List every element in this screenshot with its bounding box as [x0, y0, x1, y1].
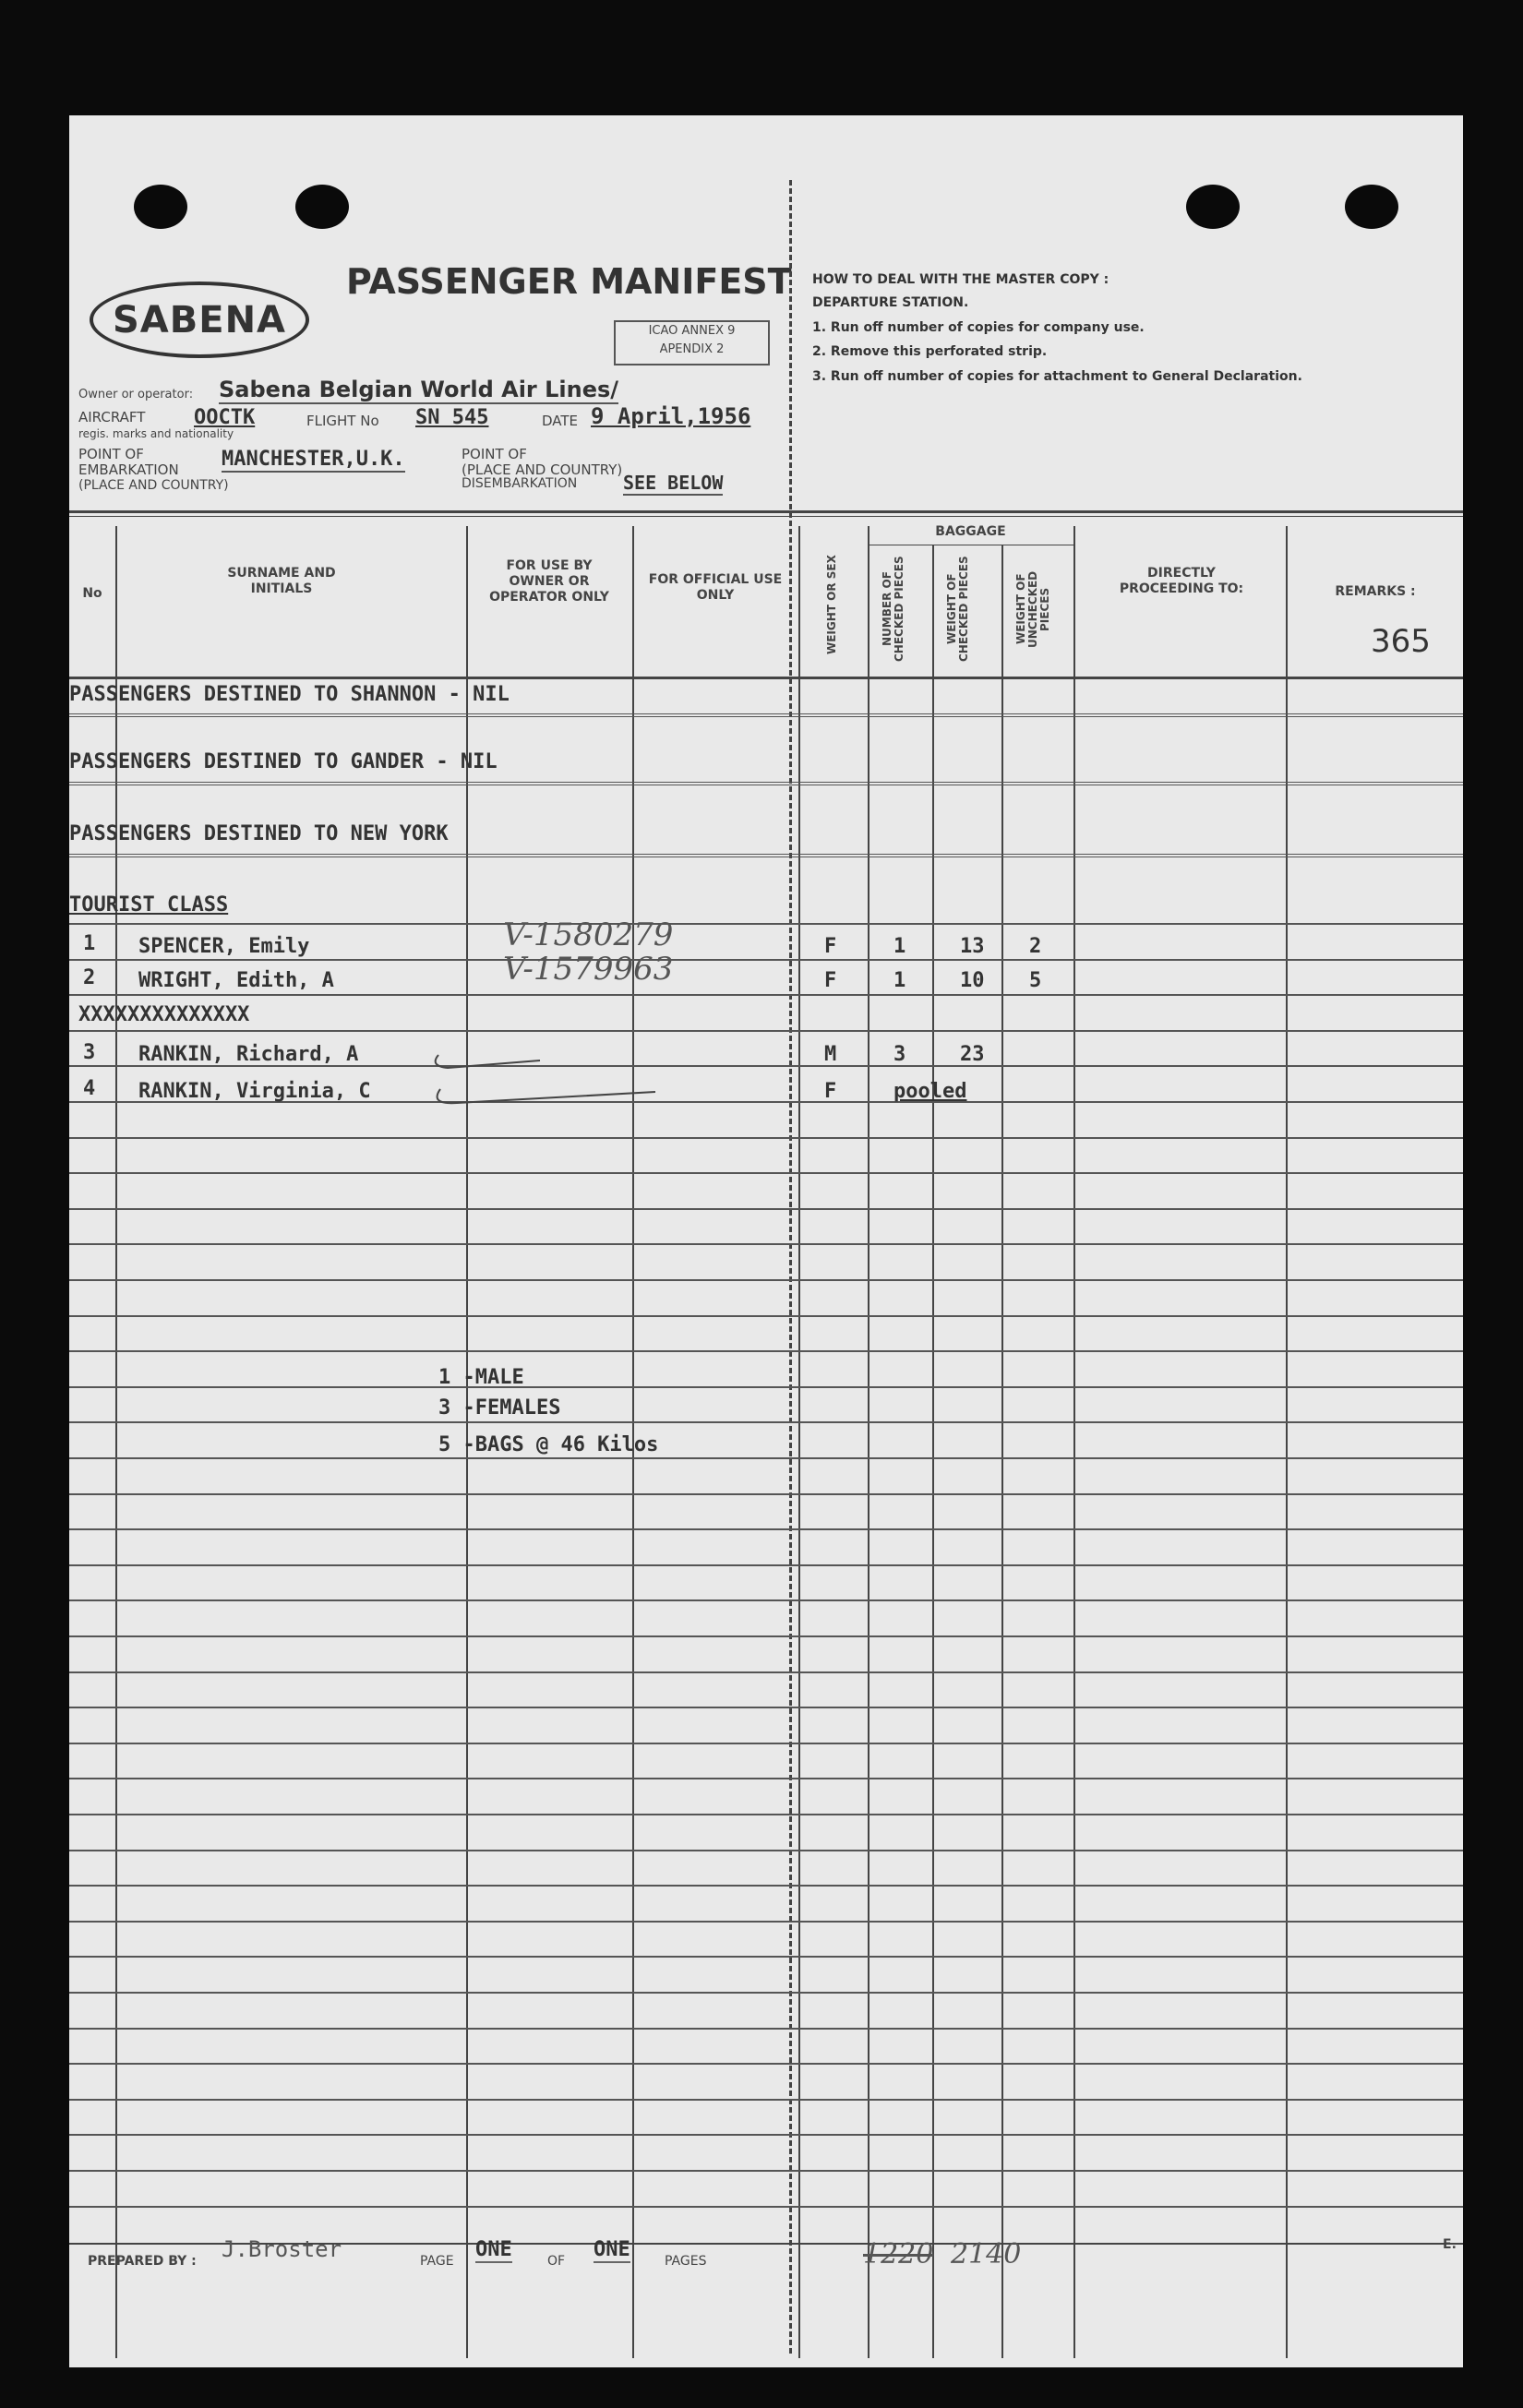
remarks-number: 365 — [1371, 623, 1431, 660]
table-row-line — [69, 2099, 1463, 2101]
table-row-line — [69, 1599, 1463, 1601]
col-header-baggage: BAGGAGE — [935, 524, 1006, 539]
flight-value: SN 545 — [415, 406, 489, 429]
of-value: ONE — [594, 2238, 630, 2261]
passenger-2-weight: 10 — [960, 969, 985, 992]
aircraft-value: OOCTK — [194, 406, 256, 429]
date-label: DATE — [542, 413, 579, 429]
passenger-4-name: RANKIN, Virginia, C — [138, 1080, 371, 1103]
passenger-4-pieces: pooled — [893, 1080, 967, 1103]
section-line — [69, 716, 1463, 717]
aircraft-label: AIRCRAFT — [78, 409, 146, 425]
owner-value: Sabena Belgian World Air Lines/ — [219, 377, 619, 402]
passenger-2-name: WRIGHT, Edith, A — [138, 969, 334, 992]
col-header-remarks: REMARKS : — [1335, 584, 1416, 599]
col-line-wt — [1001, 545, 1003, 2358]
table-row-line — [69, 1350, 1463, 1352]
punch-hole-2 — [295, 185, 349, 229]
col-header-no: No — [82, 586, 102, 601]
table-row-line — [69, 1778, 1463, 1779]
table-row-line — [69, 2170, 1463, 2172]
section-line — [69, 782, 1463, 783]
col-header-surname: SURNAME AND INITIALS — [227, 566, 336, 596]
passenger-4-sex: F — [824, 1080, 837, 1103]
section-gander: PASSENGERS DESTINED TO GANDER - NIL — [69, 750, 498, 773]
embark-value: MANCHESTER,U.K. — [222, 448, 405, 471]
handwritten-number: 2140 — [951, 2238, 1022, 2270]
prepared-value: J.Broster — [222, 2236, 342, 2262]
col-header-official: FOR OFFICIAL USE ONLY — [648, 572, 783, 603]
table-row-line — [69, 994, 1463, 996]
passenger-3-weight: 23 — [960, 1043, 985, 1066]
table-row-line — [69, 2063, 1463, 2065]
prepared-label: PREPARED BY : — [88, 2254, 197, 2269]
table-row-line — [69, 1386, 1463, 1388]
punch-hole-1 — [134, 185, 187, 229]
table-row-line — [69, 1707, 1463, 1708]
punch-hole-3 — [1186, 185, 1240, 229]
date-value: 9 April,1956 — [591, 403, 751, 429]
table-row-line — [69, 1635, 1463, 1637]
passenger-1-name: SPENCER, Emily — [138, 935, 310, 958]
disembark-label-2: (PLACE AND COUNTRY) — [462, 461, 623, 478]
check-marks — [429, 1048, 669, 1112]
punch-hole-4 — [1345, 185, 1398, 229]
passenger-2-no: 2 — [83, 966, 96, 989]
disembark-label-1: POINT OF — [462, 446, 527, 462]
page-title: PASSENGER MANIFEST — [346, 261, 792, 302]
table-row-line — [69, 1208, 1463, 1210]
table-row-line — [69, 959, 1463, 961]
embark-label-3: (PLACE AND COUNTRY) — [78, 478, 229, 493]
passenger-3-sex: M — [824, 1043, 837, 1066]
total-bags: 5 -BAGS @ 46 Kilos — [438, 1433, 659, 1456]
passenger-2-pieces: 1 — [893, 969, 906, 992]
col-header-weight-sex: WEIGHT OR SEX — [825, 555, 838, 654]
instructions-sub: DEPARTURE STATION. — [812, 295, 969, 310]
instruction-3: 3. Run off number of copies for attachment to General Declaration. — [812, 369, 1302, 384]
table-row-line — [69, 1457, 1463, 1459]
passenger-1-unchecked: 2 — [1029, 935, 1042, 958]
table-row-line — [69, 1243, 1463, 1245]
pages-label: PAGES — [665, 2254, 707, 2269]
table-top-border-2 — [69, 516, 1463, 517]
col-header-proceeding: DIRECTLY PROCEEDING TO: — [1119, 566, 1244, 596]
table-row-line — [69, 2206, 1463, 2208]
passenger-2-unchecked: 5 — [1029, 969, 1042, 992]
of-label: OF — [547, 2254, 566, 2269]
section-shannon: PASSENGERS DESTINED TO SHANNON - NIL — [69, 683, 510, 706]
table-row-line — [69, 1885, 1463, 1887]
table-row-line — [69, 1743, 1463, 1744]
col-header-owner: FOR USE BY OWNER OR OPERATOR ONLY — [489, 558, 609, 605]
page-value: ONE — [475, 2238, 512, 2261]
col-header-checked-num: NUMBER OF CHECKED PIECES — [881, 556, 905, 663]
table-row-line — [69, 1814, 1463, 1815]
section-newyork: PASSENGERS DESTINED TO NEW YORK — [69, 822, 449, 845]
passenger-2-ticket: V-1579963 — [503, 951, 674, 988]
total-male: 1 -MALE — [438, 1366, 524, 1389]
col-line-pieces — [932, 545, 934, 2358]
disembark-value: SEE BELOW — [623, 472, 724, 494]
col-header-checked-wt: WEIGHT OF CHECKED PIECES — [945, 556, 970, 663]
table-row-line — [69, 1850, 1463, 1851]
table-row-line — [69, 1564, 1463, 1566]
section-line — [69, 854, 1463, 855]
check-mark-4 — [438, 1089, 655, 1103]
icao-line1: ICAO ANNEX 9 — [648, 324, 736, 338]
struck-number: 1220 — [863, 2238, 934, 2270]
col-line-unchecked — [1073, 526, 1075, 2358]
table-row-line — [69, 1172, 1463, 1174]
table-row-line — [69, 1421, 1463, 1423]
passenger-1-no: 1 — [83, 932, 96, 955]
section-line — [69, 713, 1463, 714]
owner-label: Owner or operator: — [78, 388, 194, 401]
col-line-weight — [868, 526, 869, 2358]
corner-mark: E. — [1443, 2237, 1457, 2252]
passenger-1-ticket: V-1580279 — [503, 916, 674, 953]
col-line-proceeding — [1286, 526, 1288, 2358]
page-label: PAGE — [420, 2254, 454, 2269]
table-row-line — [69, 1030, 1463, 1032]
instruction-1: 1. Run off number of copies for company use. — [812, 320, 1145, 335]
embark-label-1: POINT OF — [78, 446, 144, 462]
table-top-border — [69, 510, 1463, 513]
table-row-line — [69, 1279, 1463, 1281]
table-row-line — [69, 923, 1463, 925]
section-tourist: TOURIST CLASS — [69, 893, 229, 916]
table-row-line — [69, 1671, 1463, 1673]
table-row-line — [69, 2028, 1463, 2030]
struck-out-line: XXXXXXXXXXXXXX — [78, 1003, 250, 1026]
table-row-line — [69, 1493, 1463, 1495]
aircraft-sub: regis. marks and nationality — [78, 427, 234, 440]
manifest-sheet — [69, 115, 1463, 2367]
instruction-2: 2. Remove this perforated strip. — [812, 344, 1048, 359]
disembark-label-3: DISEMBARKATION — [462, 476, 578, 491]
passenger-4-no: 4 — [83, 1077, 96, 1100]
table-row-line — [69, 1315, 1463, 1317]
header-bottom-border — [69, 677, 1463, 679]
passenger-3-name: RANKIN, Richard, A — [138, 1043, 359, 1066]
passenger-1-weight: 13 — [960, 935, 985, 958]
table-row-line — [69, 1921, 1463, 1923]
col-line-no — [115, 526, 117, 2358]
table-row-line — [69, 2134, 1463, 2136]
total-females: 3 -FEMALES — [438, 1396, 561, 1420]
passenger-3-no: 3 — [83, 1041, 96, 1064]
passenger-1-pieces: 1 — [893, 935, 906, 958]
instructions-heading: HOW TO DEAL WITH THE MASTER COPY : — [812, 272, 1109, 287]
col-header-unchecked-wt: WEIGHT OF UNCHECKED PIECES — [1014, 570, 1051, 648]
table-row-line — [69, 1992, 1463, 1994]
col-line-official — [798, 526, 800, 2358]
flight-label: FLIGHT No — [306, 413, 379, 429]
check-mark-3 — [436, 1055, 540, 1068]
passenger-1-sex: F — [824, 935, 837, 958]
table-row-line — [69, 1528, 1463, 1530]
table-row-line — [69, 1137, 1463, 1139]
passenger-3-pieces: 3 — [893, 1043, 906, 1066]
passenger-2-sex: F — [824, 969, 837, 992]
table-row-line — [69, 1956, 1463, 1958]
icao-box — [614, 320, 770, 365]
sabena-logo: SABENA — [90, 282, 309, 358]
icao-line2: APENDIX 2 — [659, 342, 725, 356]
embark-label-2: EMBARKATION — [78, 461, 179, 478]
